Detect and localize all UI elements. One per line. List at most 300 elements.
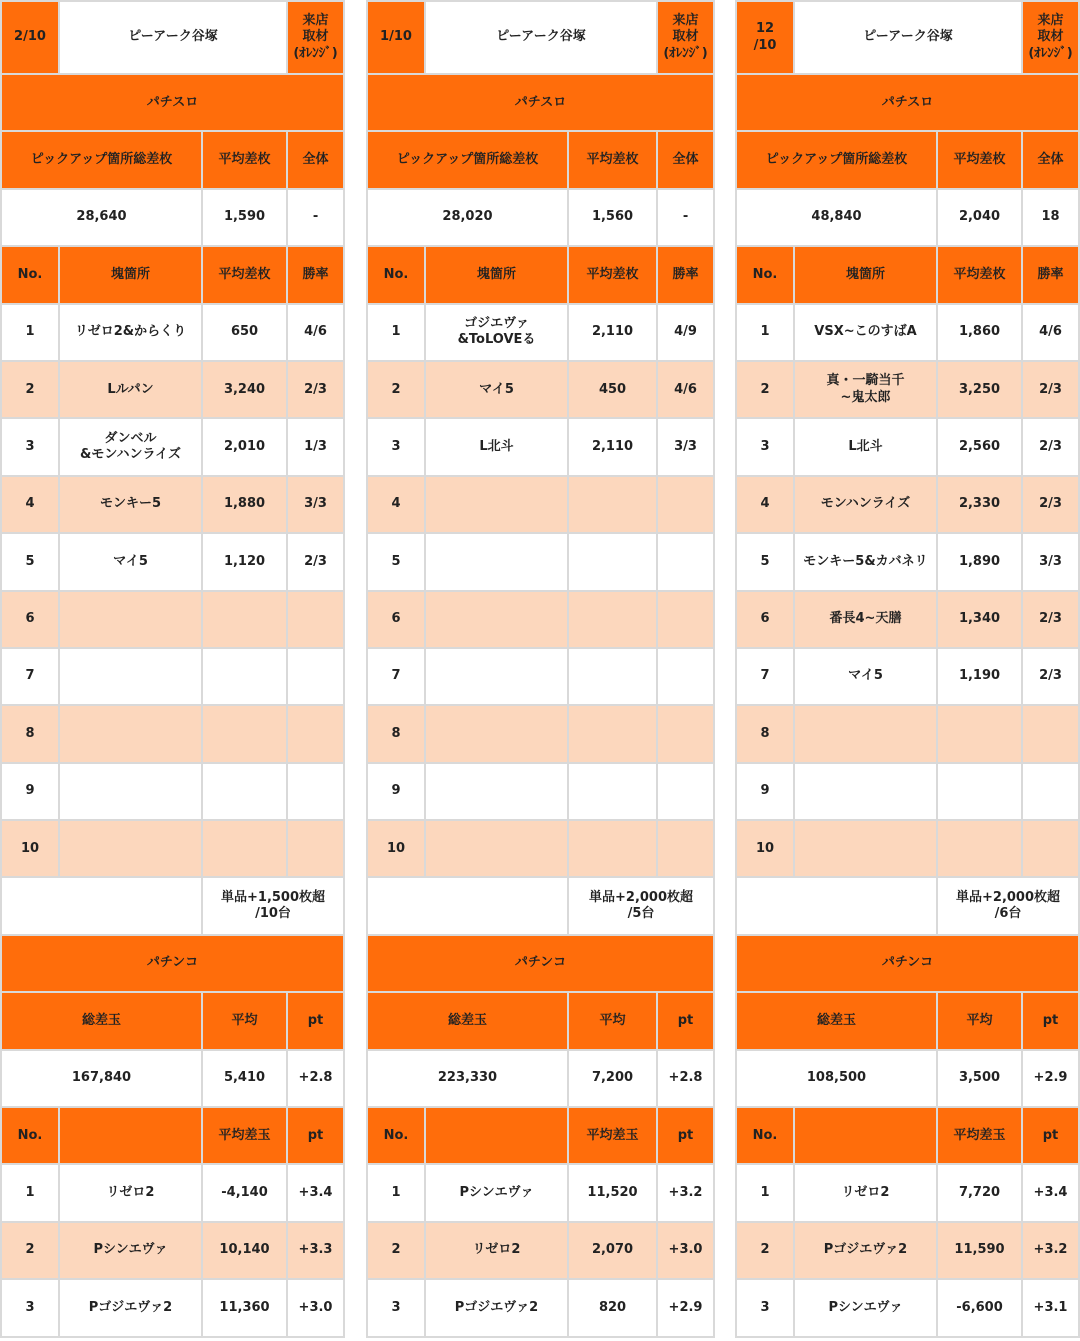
summary-header: pt <box>1022 992 1079 1049</box>
row-number: 2 <box>1 1222 59 1279</box>
row-number: 3 <box>1 1279 59 1336</box>
table-row <box>736 361 1079 418</box>
avg-balls: 11,590 <box>937 1222 1022 1279</box>
visit-badge <box>1022 1 1079 74</box>
machine-name: Lルパン <box>59 361 202 418</box>
points: +3.2 <box>1022 1222 1079 1279</box>
table-row <box>1 1164 344 1221</box>
machine-name: リゼロ2 <box>425 1222 568 1279</box>
table-row <box>1 648 344 705</box>
avg-balls: -4,140 <box>202 1164 287 1221</box>
avg-balls: 10,140 <box>202 1222 287 1279</box>
summary-header: 平均差枚 <box>568 131 657 188</box>
row-number: 7 <box>736 648 794 705</box>
summary-header: 平均 <box>937 992 1022 1049</box>
section-row <box>1 935 344 992</box>
summary-value: - <box>287 189 344 246</box>
avg-balls: 7,720 <box>937 1164 1022 1221</box>
summary-value-row <box>367 1050 714 1107</box>
summary-value: 167,840 <box>1 1050 202 1107</box>
row-number: 8 <box>1 705 59 762</box>
summary-value-row <box>367 189 714 246</box>
summary-header: 全体 <box>287 131 344 188</box>
list-header: 平均差枚 <box>937 246 1022 303</box>
row-number: 5 <box>367 533 425 590</box>
summary-header: pt <box>657 992 714 1049</box>
win-rate: 2/3 <box>287 361 344 418</box>
machine-name <box>425 591 568 648</box>
list-header: No. <box>1 1107 59 1164</box>
summary-header-row <box>367 992 714 1049</box>
row-number: 3 <box>367 1279 425 1336</box>
list-header: 平均差玉 <box>202 1107 287 1164</box>
avg-diff: 2,110 <box>568 304 657 361</box>
row-number: 3 <box>736 418 794 475</box>
store-name: ピーアーク谷塚 <box>59 1 287 74</box>
summary-value: 7,200 <box>568 1050 657 1107</box>
row-number: 1 <box>736 1164 794 1221</box>
visit-badge-line: 来店 <box>302 13 329 29</box>
summary-value: 48,840 <box>736 189 937 246</box>
win-rate <box>287 705 344 762</box>
win-rate <box>1022 763 1079 820</box>
win-rate: 3/3 <box>1022 533 1079 590</box>
win-rate <box>287 591 344 648</box>
row-number: 3 <box>367 418 425 475</box>
note-row <box>736 877 1079 934</box>
list-header: 平均差玉 <box>937 1107 1022 1164</box>
table-row <box>736 820 1079 877</box>
table-row <box>367 1279 714 1336</box>
machine-name: 真・一騎当千 ~鬼太郎 <box>794 361 937 418</box>
row-number: 2 <box>736 1222 794 1279</box>
win-rate <box>657 648 714 705</box>
table-row <box>1 763 344 820</box>
row-number: 5 <box>736 533 794 590</box>
win-rate: 4/9 <box>657 304 714 361</box>
visit-badge <box>657 1 714 74</box>
visit-badge-line: 来店 <box>672 13 699 29</box>
machine-name: マイ5 <box>59 533 202 590</box>
row-number: 3 <box>1 418 59 475</box>
avg-diff: 2,560 <box>937 418 1022 475</box>
summary-header: 総差玉 <box>736 992 937 1049</box>
win-rate: 2/3 <box>1022 361 1079 418</box>
win-rate: 4/6 <box>287 304 344 361</box>
slot-section-title: パチスロ <box>367 74 714 131</box>
row-number: 3 <box>736 1279 794 1336</box>
machine-name: 番長4~天膳 <box>794 591 937 648</box>
table-row <box>367 705 714 762</box>
date-label: 1/10 <box>367 1 425 74</box>
table-row <box>367 476 714 533</box>
table-row <box>1 1222 344 1279</box>
table-row <box>367 361 714 418</box>
summary-header-row <box>736 992 1079 1049</box>
avg-diff <box>937 705 1022 762</box>
summary-value: 28,020 <box>367 189 568 246</box>
table-row <box>736 648 1079 705</box>
win-rate: 2/3 <box>287 533 344 590</box>
list-header-row <box>1 246 344 303</box>
points: +3.2 <box>657 1164 714 1221</box>
summary-value: 1,560 <box>568 189 657 246</box>
summary-value: 223,330 <box>367 1050 568 1107</box>
points: +3.1 <box>1022 1279 1079 1336</box>
table-row <box>736 1279 1079 1336</box>
win-rate: 2/3 <box>1022 476 1079 533</box>
machine-name: VSX~このすばA <box>794 304 937 361</box>
points: +2.9 <box>657 1279 714 1336</box>
list-header: 勝率 <box>1022 246 1079 303</box>
win-rate: 4/6 <box>657 361 714 418</box>
row-number: 9 <box>367 763 425 820</box>
summary-value: 28,640 <box>1 189 202 246</box>
table-row <box>1 533 344 590</box>
note-spacer <box>1 877 202 934</box>
section-row <box>736 74 1079 131</box>
list-header: No. <box>367 1107 425 1164</box>
machine-name: ゴジエヴァ &ToLOVEる <box>425 304 568 361</box>
row-number: 9 <box>1 763 59 820</box>
row-number: 6 <box>1 591 59 648</box>
note-spacer <box>367 877 568 934</box>
avg-balls: 820 <box>568 1279 657 1336</box>
row-number: 1 <box>367 1164 425 1221</box>
summary-value: 3,500 <box>937 1050 1022 1107</box>
list-header-row <box>736 246 1079 303</box>
store-name: ピーアーク谷塚 <box>794 1 1022 74</box>
table-row <box>736 533 1079 590</box>
avg-diff <box>568 820 657 877</box>
row-number: 2 <box>736 361 794 418</box>
row-number: 8 <box>367 705 425 762</box>
panel-table <box>366 0 715 1338</box>
avg-diff: 1,340 <box>937 591 1022 648</box>
table-row <box>1 705 344 762</box>
list-header: pt <box>657 1107 714 1164</box>
machine-name: マイ5 <box>794 648 937 705</box>
win-rate: 2/3 <box>1022 418 1079 475</box>
criteria-note: 単品+1,500枚超 /10台 <box>202 877 344 934</box>
machine-name <box>425 533 568 590</box>
list-header <box>794 1107 937 1164</box>
table-row <box>736 705 1079 762</box>
list-header: No. <box>736 1107 794 1164</box>
title-row <box>367 1 714 74</box>
date-panel <box>366 0 713 1341</box>
win-rate <box>1022 705 1079 762</box>
table-row <box>736 304 1079 361</box>
avg-diff <box>568 648 657 705</box>
machine-name: L北斗 <box>794 418 937 475</box>
machine-name: リゼロ2&からくり <box>59 304 202 361</box>
summary-value: +2.8 <box>657 1050 714 1107</box>
table-row <box>736 591 1079 648</box>
summary-header: 平均差枚 <box>202 131 287 188</box>
visit-badge-line: (ｵﾚﾝｼﾞ) <box>293 45 338 61</box>
avg-balls: 11,360 <box>202 1279 287 1336</box>
machine-name <box>794 820 937 877</box>
store-name: ピーアーク谷塚 <box>425 1 657 74</box>
visit-badge <box>287 1 344 74</box>
points: +3.4 <box>287 1164 344 1221</box>
list-header: pt <box>287 1107 344 1164</box>
row-number: 8 <box>736 705 794 762</box>
pachinko-section-title: パチンコ <box>736 935 1079 992</box>
list-header: 平均差玉 <box>568 1107 657 1164</box>
table-row <box>1 1279 344 1336</box>
avg-diff: 1,860 <box>937 304 1022 361</box>
avg-diff: 650 <box>202 304 287 361</box>
win-rate <box>657 763 714 820</box>
machine-name: Pシンエヴァ <box>425 1164 568 1221</box>
summary-value: 2,040 <box>937 189 1022 246</box>
row-number: 1 <box>1 1164 59 1221</box>
table-row <box>367 591 714 648</box>
win-rate <box>657 820 714 877</box>
avg-diff: 2,010 <box>202 418 287 475</box>
visit-badge-line: 取材 <box>672 29 699 45</box>
pachinko-section-title: パチンコ <box>367 935 714 992</box>
win-rate <box>287 648 344 705</box>
avg-diff <box>568 476 657 533</box>
list-header: 勝率 <box>287 246 344 303</box>
avg-balls: -6,600 <box>937 1279 1022 1336</box>
table-row <box>367 1222 714 1279</box>
table-row <box>1 361 344 418</box>
summary-header: ピックアップ箇所総差枚 <box>367 131 568 188</box>
row-number: 5 <box>1 533 59 590</box>
table-row <box>367 533 714 590</box>
note-spacer <box>736 877 937 934</box>
machine-name <box>59 648 202 705</box>
row-number: 2 <box>1 361 59 418</box>
machine-name: L北斗 <box>425 418 568 475</box>
table-row <box>1 820 344 877</box>
machine-name <box>425 648 568 705</box>
machine-name <box>425 705 568 762</box>
list-header-row <box>367 1107 714 1164</box>
win-rate: 2/3 <box>1022 591 1079 648</box>
points: +3.0 <box>287 1279 344 1336</box>
table-row <box>1 476 344 533</box>
summary-header-row <box>1 131 344 188</box>
date-label: 12 /10 <box>736 1 794 74</box>
avg-diff <box>202 763 287 820</box>
row-number: 1 <box>736 304 794 361</box>
list-header: 塊箇所 <box>425 246 568 303</box>
date-panel <box>0 0 345 1341</box>
avg-diff <box>568 591 657 648</box>
summary-value: +2.9 <box>1022 1050 1079 1107</box>
table-row <box>736 763 1079 820</box>
win-rate: 4/6 <box>1022 304 1079 361</box>
row-number: 7 <box>367 648 425 705</box>
win-rate: 2/3 <box>1022 648 1079 705</box>
avg-diff: 2,330 <box>937 476 1022 533</box>
section-row <box>1 74 344 131</box>
avg-diff: 450 <box>568 361 657 418</box>
table-row <box>1 591 344 648</box>
avg-diff <box>202 591 287 648</box>
row-number: 6 <box>367 591 425 648</box>
avg-diff <box>937 763 1022 820</box>
machine-name <box>59 763 202 820</box>
table-row <box>1 304 344 361</box>
table-row <box>367 1164 714 1221</box>
avg-balls: 11,520 <box>568 1164 657 1221</box>
list-header: 勝率 <box>657 246 714 303</box>
avg-diff <box>202 820 287 877</box>
list-header-row <box>1 1107 344 1164</box>
list-header: 塊箇所 <box>794 246 937 303</box>
criteria-note: 単品+2,000枚超 /6台 <box>937 877 1079 934</box>
row-number: 6 <box>736 591 794 648</box>
visit-badge-line: (ｵﾚﾝｼﾞ) <box>1028 45 1073 61</box>
list-header: No. <box>736 246 794 303</box>
summary-header: pt <box>287 992 344 1049</box>
visit-badge-line: 取材 <box>302 29 329 45</box>
avg-diff: 3,250 <box>937 361 1022 418</box>
list-header: 塊箇所 <box>59 246 202 303</box>
summary-value-row <box>736 189 1079 246</box>
machine-name: モンハンライズ <box>794 476 937 533</box>
avg-diff <box>568 705 657 762</box>
summary-value: +2.8 <box>287 1050 344 1107</box>
win-rate: 3/3 <box>287 476 344 533</box>
summary-header: 全体 <box>657 131 714 188</box>
avg-balls: 2,070 <box>568 1222 657 1279</box>
table-row <box>736 1222 1079 1279</box>
win-rate <box>657 705 714 762</box>
avg-diff: 1,890 <box>937 533 1022 590</box>
note-row <box>367 877 714 934</box>
avg-diff <box>202 705 287 762</box>
machine-name: Pゴジエヴァ2 <box>425 1279 568 1336</box>
points: +3.3 <box>287 1222 344 1279</box>
machine-name: モンキー5&カバネリ <box>794 533 937 590</box>
machine-name: Pシンエヴァ <box>59 1222 202 1279</box>
summary-header: 総差玉 <box>367 992 568 1049</box>
row-number: 2 <box>367 361 425 418</box>
table-row <box>736 1164 1079 1221</box>
machine-name <box>59 820 202 877</box>
table-row <box>736 418 1079 475</box>
title-row <box>736 1 1079 74</box>
summary-value-row <box>1 189 344 246</box>
avg-diff <box>937 820 1022 877</box>
row-number: 10 <box>1 820 59 877</box>
points: +3.4 <box>1022 1164 1079 1221</box>
avg-diff <box>202 648 287 705</box>
machine-name <box>794 763 937 820</box>
summary-header: 総差玉 <box>1 992 202 1049</box>
summary-header: 平均 <box>202 992 287 1049</box>
avg-diff <box>568 533 657 590</box>
table-row <box>367 820 714 877</box>
machine-name: Pゴジエヴァ2 <box>59 1279 202 1336</box>
row-number: 9 <box>736 763 794 820</box>
win-rate <box>287 763 344 820</box>
avg-diff: 1,120 <box>202 533 287 590</box>
machine-name: Pゴジエヴァ2 <box>794 1222 937 1279</box>
section-row <box>367 74 714 131</box>
machine-name: Pシンエヴァ <box>794 1279 937 1336</box>
row-number: 10 <box>367 820 425 877</box>
row-number: 1 <box>1 304 59 361</box>
summary-value: 5,410 <box>202 1050 287 1107</box>
table-row <box>367 418 714 475</box>
machine-name: リゼロ2 <box>59 1164 202 1221</box>
note-row <box>1 877 344 934</box>
summary-value-row <box>1 1050 344 1107</box>
date-panel <box>735 0 1080 1341</box>
table-row <box>367 648 714 705</box>
list-header: 平均差枚 <box>568 246 657 303</box>
win-rate <box>657 591 714 648</box>
summary-header: 平均 <box>568 992 657 1049</box>
date-label: 2/10 <box>1 1 59 74</box>
summary-header-row <box>736 131 1079 188</box>
summary-header-row <box>1 992 344 1049</box>
panel-table <box>0 0 345 1338</box>
machine-name <box>425 763 568 820</box>
row-number: 4 <box>1 476 59 533</box>
machine-name: モンキー5 <box>59 476 202 533</box>
table-row <box>367 304 714 361</box>
table-row <box>367 763 714 820</box>
avg-diff: 2,110 <box>568 418 657 475</box>
row-number: 4 <box>736 476 794 533</box>
win-rate <box>287 820 344 877</box>
row-number: 7 <box>1 648 59 705</box>
slot-section-title: パチスロ <box>1 74 344 131</box>
win-rate <box>657 533 714 590</box>
criteria-note: 単品+2,000枚超 /5台 <box>568 877 714 934</box>
list-header: pt <box>1022 1107 1079 1164</box>
machine-name <box>59 591 202 648</box>
row-number: 2 <box>367 1222 425 1279</box>
summary-header-row <box>367 131 714 188</box>
list-header <box>425 1107 568 1164</box>
machine-name <box>59 705 202 762</box>
visit-badge-line: (ｵﾚﾝｼﾞ) <box>663 45 708 61</box>
win-rate <box>1022 820 1079 877</box>
avg-diff <box>568 763 657 820</box>
table-row <box>1 418 344 475</box>
section-row <box>367 935 714 992</box>
summary-header: 平均差枚 <box>937 131 1022 188</box>
points: +3.0 <box>657 1222 714 1279</box>
machine-name <box>425 476 568 533</box>
win-rate: 1/3 <box>287 418 344 475</box>
list-header-row <box>367 246 714 303</box>
panel-table <box>735 0 1080 1338</box>
summary-value: - <box>657 189 714 246</box>
machine-name: マイ5 <box>425 361 568 418</box>
row-number: 1 <box>367 304 425 361</box>
avg-diff: 1,880 <box>202 476 287 533</box>
win-rate: 3/3 <box>657 418 714 475</box>
section-row <box>736 935 1079 992</box>
list-header: 平均差枚 <box>202 246 287 303</box>
summary-header: ピックアップ箇所総差枚 <box>736 131 937 188</box>
summary-value: 18 <box>1022 189 1079 246</box>
win-rate <box>657 476 714 533</box>
title-row <box>1 1 344 74</box>
visit-badge-line: 取材 <box>1037 29 1064 45</box>
